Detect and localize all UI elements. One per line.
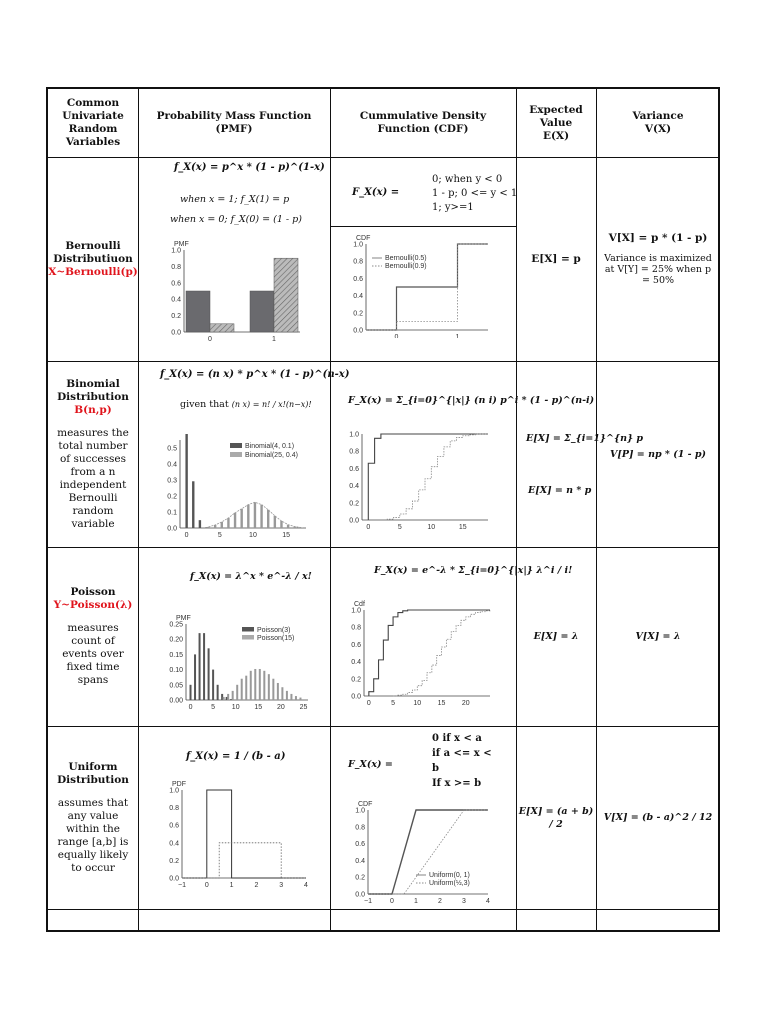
bernoulli-variance-cell (596, 157, 720, 361)
bar (190, 685, 192, 700)
x-tick-label: 0 (204, 882, 209, 889)
x-tick-label: 1 (455, 334, 460, 338)
pdf-line (182, 790, 306, 878)
poisson-pmf-formula: f_X(x) = λ^x * e^-λ / x! (190, 571, 312, 582)
x-tick-label: 2 (254, 882, 259, 889)
distribution-notation: X~Bernoulli(p) (48, 265, 138, 278)
variance-value: V[X] = λ (635, 631, 681, 642)
x-tick-label: 1 (414, 898, 418, 905)
y-tick-label: 0.0 (349, 517, 359, 525)
y-tick-label: 0.6 (351, 641, 361, 649)
chart-title: CDF (358, 801, 373, 808)
legend-label: Uniform(0, 1) (429, 872, 470, 879)
y-tick-label: 0.05 (169, 682, 183, 690)
y-tick-label: 0.2 (355, 874, 365, 882)
y-tick-label: 0.20 (169, 636, 183, 644)
cdf-case: If x >= b (432, 778, 482, 789)
expected-value: E[X] = (a + b) / 2 (518, 805, 594, 830)
bar (295, 696, 297, 700)
given-that-label: given that (180, 399, 229, 410)
bar (199, 633, 201, 700)
uniform-expected-cell (516, 726, 596, 909)
cdf-divider (330, 226, 516, 227)
bernoulli-expected-cell (516, 157, 596, 361)
cdf-step-line (387, 434, 488, 520)
cdf-step-line (369, 610, 490, 696)
y-tick-label: 0.2 (167, 493, 177, 501)
legend-swatch (230, 443, 242, 448)
bar (250, 291, 274, 332)
x-tick-label: 25 (299, 704, 308, 711)
x-tick-label: 2 (438, 898, 442, 905)
bar (234, 513, 236, 528)
bar (268, 674, 270, 700)
chart-title: Cdf (354, 601, 365, 608)
header-random-variables (48, 89, 138, 157)
legend-swatch (242, 635, 254, 640)
poisson-name-cell (48, 547, 138, 726)
x-tick-label: 0 (366, 700, 371, 707)
cdf-case: if a <= x < (432, 748, 492, 759)
bar (272, 679, 274, 700)
x-tick-label: 5 (211, 704, 216, 711)
bar (254, 502, 256, 528)
y-tick-label: 0.25 (169, 621, 183, 629)
expected-value: E[X] = λ (533, 631, 579, 642)
y-tick-label: 0.6 (353, 275, 363, 283)
bar (227, 518, 229, 528)
variance-value: V[P] = np * (1 - p) (609, 448, 706, 460)
y-tick-label: 1.0 (355, 807, 365, 815)
y-tick-label: 0.1 (167, 509, 177, 517)
x-tick-label: 10 (427, 524, 436, 531)
y-tick-label: 0.4 (171, 296, 181, 304)
distribution-notation: B(n,p) (74, 403, 112, 416)
cdf-step-line (368, 434, 488, 520)
bar (240, 509, 242, 528)
x-tick-label: 10 (231, 704, 240, 711)
header-label: Variance V(X) (632, 110, 684, 135)
bar (245, 676, 247, 700)
bar (241, 679, 243, 700)
y-tick-label: 0.10 (169, 667, 183, 675)
bar (203, 633, 205, 700)
y-tick-label: 1.0 (171, 247, 181, 255)
bernoulli-cdf-chart (344, 232, 492, 338)
distribution-description: assumes that any value within the range [a,b] is equally likely to occur (57, 796, 129, 874)
legend-swatch (242, 627, 254, 632)
y-tick-label: 0.4 (167, 461, 177, 469)
y-tick-label: 0.5 (167, 445, 177, 453)
legend-label: Bernoulli(0.5) (385, 255, 427, 262)
bar (280, 521, 282, 528)
x-tick-label: 5 (217, 532, 222, 539)
legend-label: Bernoulli(0.9) (385, 263, 427, 270)
x-tick-label: 3 (462, 898, 466, 905)
y-tick-label: 0.8 (353, 258, 363, 266)
x-tick-label: 5 (391, 700, 396, 707)
y-tick-label: 0.0 (353, 327, 363, 335)
distribution-name: Bernoulli Distributiuon (53, 239, 133, 265)
bar (199, 520, 201, 528)
bernoulli-cdf-cases (432, 173, 517, 215)
x-tick-label: 0 (208, 336, 212, 343)
row-divider (48, 909, 718, 910)
bar (281, 687, 283, 700)
bar (217, 685, 219, 700)
binomial-pmf-formula: f_X(x) = (n x) * p^x * (1 - p)^(n-x) (160, 369, 350, 380)
chart-title: PMF (174, 241, 189, 248)
header-label: Cummulative Density Function (CDF) (359, 110, 487, 135)
bernoulli-cdf-lhs: F_X(x) = (352, 187, 400, 198)
legend-label: Binomial(25, 0.4) (245, 452, 298, 459)
poisson-cdf-formula: F_X(x) = e^-λ * Σ_{i=0}^{|x|} λ^i / i! (374, 565, 573, 576)
cdf-line (368, 810, 488, 894)
bar (212, 670, 214, 700)
poisson-expected-cell (516, 547, 596, 726)
y-tick-label: 0.0 (171, 329, 181, 337)
y-tick-label: 0.0 (169, 875, 179, 883)
distribution-description: measures the total number of successes from a n independent Bernoulli random variable (57, 426, 129, 530)
cdf-case: 1 - p; 0 <= y < 1 (432, 188, 518, 199)
poisson-pmf-chart (162, 612, 310, 714)
uniform-cdf-chart (346, 796, 492, 908)
x-tick-label: 15 (254, 704, 263, 711)
distribution-name: Binomial Distribution (57, 377, 129, 403)
y-tick-label: 0.0 (167, 525, 177, 533)
x-tick-label: 15 (458, 524, 467, 531)
bar (274, 516, 276, 528)
chart-title: CDF (356, 235, 371, 242)
header-variance (596, 89, 720, 157)
legend-label: Poisson(15) (257, 635, 295, 642)
x-tick-label: 20 (461, 700, 470, 707)
y-tick-label: 1.0 (351, 607, 361, 615)
y-tick-label: 0.00 (169, 697, 183, 705)
x-tick-label: 0 (394, 334, 399, 338)
legend-swatch (230, 452, 242, 457)
cdf-case: 0 if x < a (432, 733, 482, 744)
cdf-case: b (432, 763, 439, 774)
y-tick-label: 0.2 (169, 857, 179, 865)
bar (277, 683, 279, 700)
bernoulli-pmf-chart (162, 236, 302, 348)
uniform-pmf-formula: f_X(x) = 1 / (b - a) (186, 751, 286, 762)
bar (208, 648, 210, 700)
bernoulli-name-cell (48, 157, 138, 361)
bar (194, 654, 196, 700)
uniform-name-cell (48, 726, 138, 909)
bar (232, 691, 234, 700)
variance-value: V[X] = p * (1 - p) (608, 232, 708, 244)
binomial-name-cell (48, 361, 138, 547)
bar (236, 685, 238, 700)
poisson-variance-cell (596, 547, 720, 726)
cdf-step-line (393, 610, 490, 696)
binomial-expected: E[X] = n * p (528, 485, 592, 496)
x-tick-label: 0 (390, 898, 394, 905)
y-tick-label: 1.0 (353, 241, 363, 249)
binomial-cdf-formula: F_X(x) = Σ_{i=0}^{|x|} (n i) p^i * (1 - p)^(n-i) (348, 395, 595, 406)
bar (250, 671, 252, 700)
y-tick-label: 0.6 (171, 280, 181, 288)
y-tick-label: 0.8 (171, 263, 181, 271)
binomial-expected-sum: E[X] = Σ_{i=1}^{n} p (526, 433, 644, 444)
bar (259, 669, 261, 700)
column-divider (330, 89, 331, 930)
bar (263, 671, 265, 700)
bar (299, 698, 301, 700)
binomial-variance-cell (596, 361, 720, 547)
bar (185, 434, 187, 528)
chart-title: PDF (172, 781, 186, 788)
header-label: Probability Mass Function (PMF) (156, 110, 312, 135)
y-tick-label: 0.8 (351, 624, 361, 632)
y-tick-label: 0.0 (351, 693, 361, 701)
poisson-cdf-chart (342, 598, 492, 708)
legend-label: Poisson(3) (257, 627, 291, 634)
y-tick-label: 1.0 (169, 787, 179, 795)
variance-note: Variance is maximized at V[Y] = 25% when p = 50% (604, 253, 712, 286)
x-tick-label: 4 (486, 898, 490, 905)
y-tick-label: 0.6 (355, 841, 365, 849)
x-tick-label: 15 (437, 700, 446, 707)
x-tick-label: 10 (413, 700, 422, 707)
y-tick-label: 0.4 (169, 840, 179, 848)
bar (286, 691, 288, 700)
y-tick-label: 0.4 (353, 293, 363, 301)
x-tick-label: −1 (364, 898, 372, 905)
bar (274, 258, 298, 332)
binomial-pmf-chart (158, 434, 308, 544)
bernoulli-pmf-case1: when x = 1; f_X(1) = p (180, 194, 290, 205)
y-tick-label: 0.2 (349, 500, 359, 508)
y-tick-label: 0.8 (169, 805, 179, 813)
y-tick-label: 0.3 (167, 477, 177, 485)
x-tick-label: 0 (366, 524, 371, 531)
distribution-name: Poisson (70, 586, 116, 598)
bar (227, 694, 229, 700)
y-tick-label: 0.15 (169, 651, 183, 659)
bar (260, 505, 262, 528)
uniform-cdf-lhs: F_X(x) = (348, 759, 393, 770)
x-tick-label: 1 (272, 336, 276, 343)
header-label: Common Univariate Random Variables (62, 97, 124, 148)
x-tick-label: 5 (397, 524, 402, 531)
cdf-case: 0; when y < 0 (432, 174, 503, 185)
bar (267, 510, 269, 528)
header-label: Expected Value E(X) (529, 103, 583, 142)
y-tick-label: 0.6 (169, 822, 179, 830)
bar (254, 669, 256, 700)
legend-label: Uniform(½,3) (429, 880, 470, 887)
bar (247, 505, 249, 528)
bar (223, 697, 225, 700)
y-tick-label: 0.2 (171, 313, 181, 321)
bar (210, 324, 234, 332)
bar (192, 481, 194, 528)
x-tick-label: 0 (184, 532, 189, 539)
bar (186, 291, 210, 332)
distribution-description: measures count of events over fixed time spans (62, 622, 124, 686)
binomial-given-that: given that (n x) = n! / x!(n−x)! (180, 399, 312, 410)
pdf-line (182, 843, 306, 878)
y-tick-label: 0.2 (351, 676, 361, 684)
bar (214, 525, 216, 528)
y-tick-label: 0.6 (349, 465, 359, 473)
header-cdf (330, 89, 516, 157)
x-tick-label: 0 (188, 704, 193, 711)
cdf-case: 1; y>=1 (432, 202, 474, 213)
header-expected-value (516, 89, 596, 157)
expected-value: E[X] = p (531, 252, 581, 265)
cdf-line (368, 810, 488, 894)
x-tick-label: 15 (282, 532, 291, 539)
y-tick-label: 0.0 (355, 891, 365, 899)
binomial-cdf-chart (340, 426, 490, 536)
distribution-notation: Y~Poisson(λ) (53, 599, 133, 611)
uniform-variance-cell (596, 726, 720, 909)
column-divider (138, 89, 139, 930)
bar (221, 522, 223, 528)
bernoulli-pmf-formula: f_X(x) = p^x * (1 - p)^(1-x) (174, 162, 325, 173)
y-tick-label: 0.4 (351, 659, 361, 667)
x-tick-label: 10 (249, 532, 257, 539)
x-tick-label: 1 (229, 882, 234, 889)
y-tick-label: 0.4 (355, 857, 365, 865)
bar (290, 694, 292, 700)
chart-title: PMF (176, 615, 191, 622)
x-tick-label: 4 (304, 882, 308, 889)
y-tick-label: 0.8 (349, 448, 359, 456)
header-pmf (138, 89, 330, 157)
x-tick-label: 20 (276, 704, 285, 711)
legend-label: Binomial(4, 0.1) (245, 443, 295, 450)
y-tick-label: 0.4 (349, 483, 359, 491)
distribution-name: Uniform Distribution (57, 760, 129, 786)
x-tick-label: 3 (279, 882, 284, 889)
bernoulli-pmf-case0: when x = 0; f_X(0) = (1 - p) (170, 214, 302, 225)
y-tick-label: 0.2 (353, 310, 363, 318)
y-tick-label: 1.0 (349, 431, 359, 439)
y-tick-label: 0.8 (355, 824, 365, 832)
uniform-pdf-chart (160, 776, 310, 892)
variance-value: V[X] = (b - a)^2 / 12 (603, 812, 713, 823)
uniform-cdf-cases (432, 731, 492, 791)
x-tick-label: −1 (178, 882, 186, 889)
